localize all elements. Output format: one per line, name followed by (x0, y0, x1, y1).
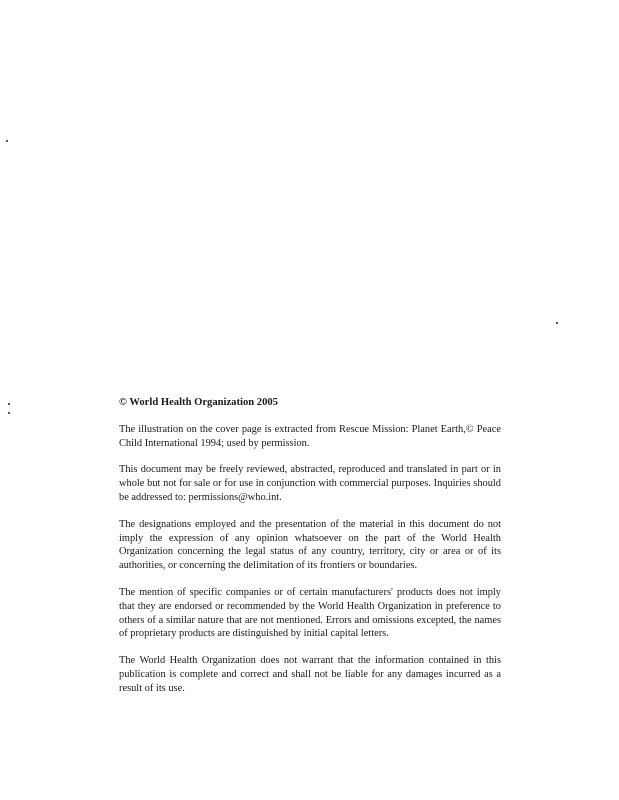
companies-disclaimer: The mention of specific companies or of certain manufacturers' products does not imply that they are endorsed or recommended by the World Health Organization in preference to others of a similar nature that are not mentioned. Errors and omissions excepted, the names of proprietary products are distinguished by initial capital letters. (119, 586, 501, 640)
copyright-notice (119, 396, 501, 696)
liability-disclaimer: The World Health Organization does not warrant that the information contained in this publication is complete and correct and shall not be liable for any damages incurred as a result of its use. (119, 655, 501, 694)
cover-illustration-credit: The illustration on the cover page is extracted from Rescue Mission: Planet Earth,© Peace Child International 1994; used by permission. (119, 423, 501, 449)
scan-speck (6, 140, 8, 142)
scan-speck (8, 412, 10, 414)
scan-speck (8, 403, 10, 405)
scan-speck (556, 322, 558, 324)
copyright-line: © World Health Organization 2005 (119, 397, 278, 408)
designations-disclaimer: The designations employed and the presentation of the material in this document do not imply the expression of any opinion whatsoever on the part of the World Health Organization concerning the legal status of any country, territory, city or area or of its authorities, or concerning the delimitation of its frontiers or boundaries. (119, 518, 501, 572)
reproduction-permission: This document may be freely reviewed, abstracted, reproduced and translated in part or in whole but not for sale or for use in conjunction with commercial purposes. Inquiries should be addressed to: permissions@who.int. (119, 464, 501, 503)
